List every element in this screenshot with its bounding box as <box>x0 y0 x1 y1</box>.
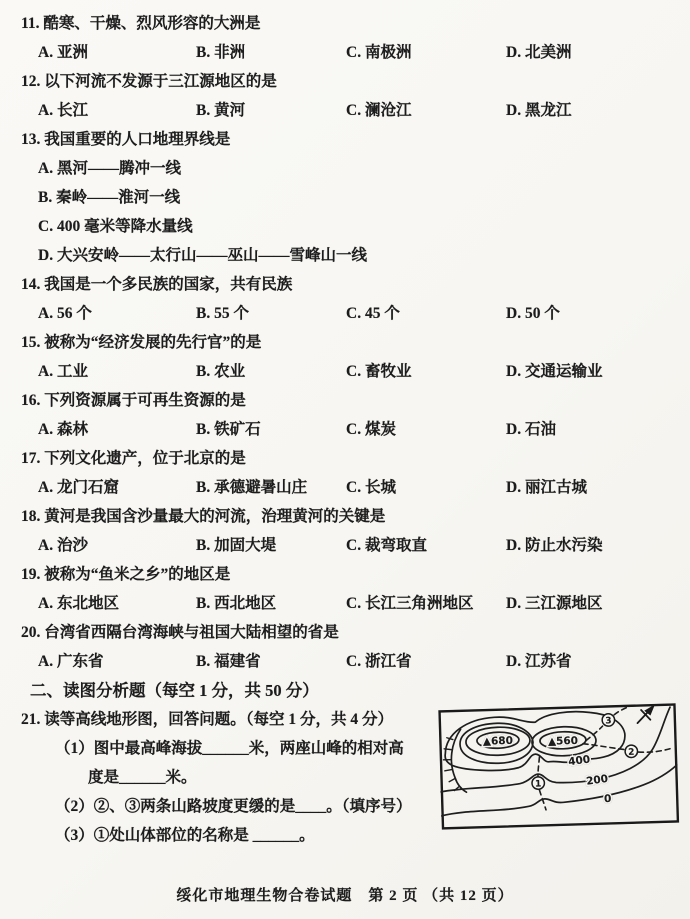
question-18-stem: 18. 黄河是我国含沙量最大的河流，治理黄河的关键是 <box>21 507 386 525</box>
q21-sub3: （3）①处山体部位的名称是 ______。 <box>55 826 315 844</box>
question-15-stem: 15. 被称为“经济发展的先行官”的是 <box>21 333 262 351</box>
question-16-stem: 16. 下列资源属于可再生资源的是 <box>21 391 246 409</box>
trail-2-path <box>638 748 672 752</box>
q13-option-d: D. 大兴安岭——太行山——巫山——雪峰山一线 <box>38 246 367 264</box>
q17-option-c: C. 长城 <box>346 478 396 496</box>
q12-option-d: D. 黑龙江 <box>506 101 572 119</box>
question-11-options <box>0 36 690 65</box>
q17-option-d: D. 丽江古城 <box>506 478 587 496</box>
q14-option-c: C. 45 个 <box>346 304 400 322</box>
q21-sub2: （2）②、③两条山路坡度更缓的是____。（填序号） <box>55 797 412 815</box>
q11-option-a: A. 亚洲 <box>38 43 88 61</box>
question-19-stem: 19. 被称为“鱼米之乡”的地区是 <box>21 565 231 583</box>
q19-option-d: D. 三江源地区 <box>506 594 603 612</box>
contour-400-line <box>444 710 626 772</box>
q15-option-c: C. 畜牧业 <box>346 362 412 380</box>
question-13-stem: 13. 我国重要的人口地理界线是 <box>21 130 231 148</box>
q18-option-c: C. 裁弯取直 <box>346 536 427 554</box>
q18-option-a: A. 治沙 <box>38 536 88 554</box>
q19-option-b: B. 西北地区 <box>196 594 277 612</box>
q18-option-b: B. 加固大堤 <box>196 536 277 554</box>
q12-option-c: C. 澜沧江 <box>346 101 412 119</box>
q16-option-c: C. 煤炭 <box>346 420 396 438</box>
q14-option-a: A. 56 个 <box>38 304 92 322</box>
q16-option-b: B. 铁矿石 <box>196 420 261 438</box>
question-12-stem: 12. 以下河流不发源于三江源地区的是 <box>21 72 277 90</box>
contour-map <box>438 703 679 830</box>
q11-option-b: B. 非洲 <box>196 43 246 61</box>
q15-option-a: A. 工业 <box>38 362 88 380</box>
contour-0-line <box>440 765 678 816</box>
contour-map-figure <box>438 703 679 830</box>
q13-option-a: A. 黑河——腾冲一线 <box>38 159 181 177</box>
q20-option-c: C. 浙江省 <box>346 652 412 670</box>
marker-1-label: 1 <box>534 779 542 790</box>
q21-sub1-line1: （1）图中最高峰海拔______米，两座山峰的相对高 <box>55 739 404 757</box>
q16-option-d: D. 石油 <box>506 420 556 438</box>
q19-option-c: C. 长江三角洲地区 <box>346 594 474 612</box>
question-16-options <box>0 413 690 442</box>
question-19-options <box>0 587 690 616</box>
q12-option-a: A. 长江 <box>38 101 88 119</box>
contour-200-label: 200 <box>585 772 609 788</box>
question-11-stem: 11. 酷寒、干燥、烈风形容的大洲是 <box>21 14 261 32</box>
q17-option-b: B. 承德避暑山庄 <box>196 478 308 496</box>
peak-560-label: ▲560 <box>547 734 579 748</box>
q15-option-d: D. 交通运输业 <box>506 362 603 380</box>
question-18-options <box>0 529 690 558</box>
q14-option-b: B. 55 个 <box>196 304 249 322</box>
contour-400-label: 400 <box>567 753 591 769</box>
question-14-stem: 14. 我国是一个多民族的国家，共有民族 <box>21 275 293 293</box>
question-17-stem: 17. 下列文化遗产，位于北京的是 <box>21 449 246 467</box>
question-15-options <box>0 355 690 384</box>
marker-3-label: 3 <box>605 716 612 727</box>
page-footer: 绥化市地理生物合卷试题 第 2 页 （共 12 页） <box>176 888 514 904</box>
question-17-options <box>0 471 690 500</box>
q14-option-d: D. 50 个 <box>506 304 560 322</box>
peak-680-label: ▲680 <box>482 734 514 748</box>
section-2-block <box>0 674 690 848</box>
trail-3-path <box>614 707 627 714</box>
q20-option-d: D. 江苏省 <box>506 652 572 670</box>
cliff-contour <box>451 729 467 792</box>
q20-option-a: A. 广东省 <box>38 652 104 670</box>
marker-2-label: 2 <box>628 747 635 758</box>
q11-option-d: D. 北美洲 <box>506 43 572 61</box>
contour-0-label: 0 <box>603 792 612 806</box>
q13-option-c: C. 400 毫米等降水量线 <box>38 217 193 235</box>
q16-option-a: A. 森林 <box>38 420 88 438</box>
trail-3-path <box>586 726 603 740</box>
q21-sub1-line2: 度是______米。 <box>88 768 197 786</box>
trail-1-path <box>537 757 540 776</box>
section-2-header: 二、读图分析题（每空 1 分，共 50 分） <box>30 680 319 700</box>
q15-option-b: B. 农业 <box>196 362 246 380</box>
q12-option-b: B. 黄河 <box>196 101 246 119</box>
question-20-stem: 20. 台湾省西隔台湾海峡与祖国大陆相望的省是 <box>21 623 339 641</box>
question-14-options <box>0 297 690 326</box>
q19-option-a: A. 东北地区 <box>38 594 119 612</box>
map-border <box>440 704 678 828</box>
q11-option-c: C. 南极洲 <box>346 43 412 61</box>
q18-option-d: D. 防止水污染 <box>506 536 603 554</box>
q20-option-b: B. 福建省 <box>196 652 261 670</box>
question-12-options <box>0 94 690 123</box>
question-20-options <box>0 645 690 674</box>
question-21-intro: 21. 读等高线地形图，回答问题。（每空 1 分，共 4 分） <box>21 710 394 728</box>
q17-option-a: A. 龙门石窟 <box>38 478 119 496</box>
north-arrow-icon <box>637 706 654 723</box>
q13-option-b: B. 秦岭——淮河一线 <box>38 188 181 206</box>
